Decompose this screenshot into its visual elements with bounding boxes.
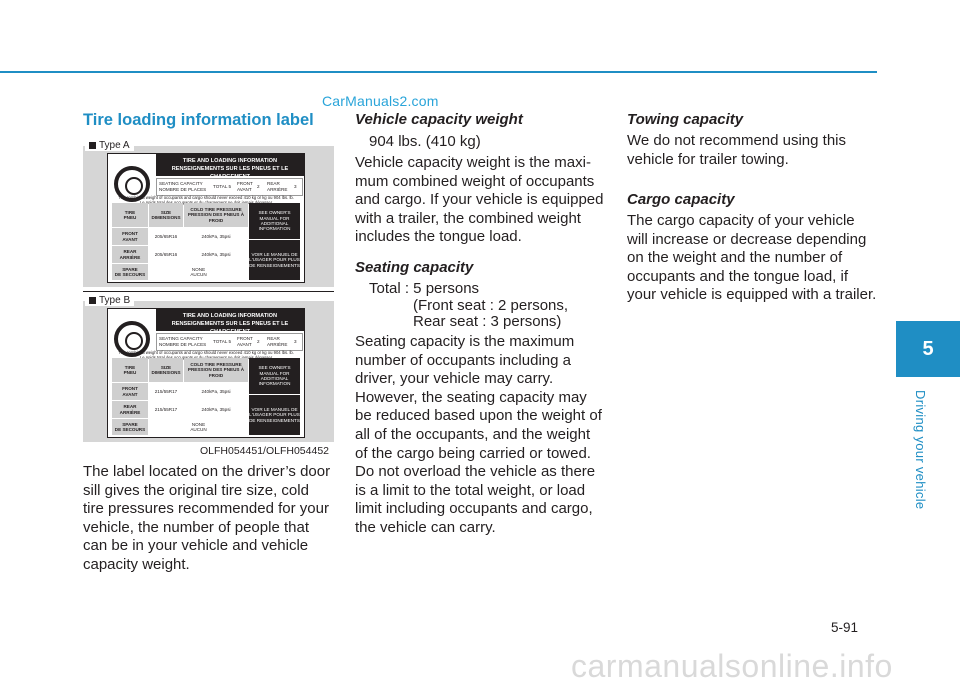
placard-title: TIRE AND LOADING INFORMATION RENSEIGNEMENTS SUR LES PNEUS ET LE CHARGEMENT xyxy=(156,154,304,176)
heading-cargo-capacity: Cargo capacity xyxy=(627,191,735,208)
seating-row: SEATING CAPACITY NOMBRE DE PLACES TOTAL 5 FRONT AVANT 2 REAR ARRIÈRE 3 xyxy=(156,333,303,351)
tire-placard-b xyxy=(107,308,305,438)
tire-label-figure-a xyxy=(83,140,334,287)
type-b-tag xyxy=(85,295,134,306)
type-a-label: Type A xyxy=(99,140,130,151)
chapter-title: Driving your vehicle xyxy=(913,390,928,510)
vehicle-capacity-text: Vehicle capacity weight is the maxi- mum combined weight of occupants and cargo. If your vehicle is equipped with a trailer, the combined weight includes the tongue load. xyxy=(355,154,604,246)
watermark-top[interactable]: CarManuals2.com xyxy=(322,93,439,109)
combined-weight-text: The combined weight of occupants and cargo should never exceed 410 kg or kg ou 904 lbs. lb. xyxy=(118,195,294,200)
cargo-capacity-text: The cargo capacity of your vehicle will increase or decrease depending on the weight and the number of occupants and the tongue load, if your vehicle is equipped with a trailer. xyxy=(627,212,877,304)
heading-towing-capacity: Towing capacity xyxy=(627,111,744,128)
type-b-label: Type B xyxy=(99,295,131,306)
tire-table: TIRE PNEU SIZE DIMENSIONS COLD TIRE PRESSURE PRESSION DES PNEUS À FROID SEE OWNER'S MANUAL FOR ADDITIONAL INFORMATION FRONT AVANT 215/55R17 240kPa, 35psi REAR ARRIÈRE 215/55R17 240kPa, 35psi VOIR LE MANUEL DE L'USAGER POUR PLUS DE RENSEIGNEMENTS SPARE DE SECOURS NONE AUCUN xyxy=(112,358,300,435)
square-bullet-icon xyxy=(89,142,96,149)
chapter-tab[interactable]: 5 xyxy=(896,321,960,377)
type-a-tag xyxy=(85,140,134,151)
section-heading-tire-label: Tire loading information label xyxy=(83,111,314,129)
heading-vehicle-capacity-weight: Vehicle capacity weight xyxy=(355,111,523,128)
vehicle-capacity-value: 904 lbs. (410 kg) xyxy=(369,133,481,150)
page-number: 5-91 xyxy=(831,620,859,635)
watermark-bottom[interactable]: carmanualsonline.info xyxy=(571,648,893,684)
figure-caption: OLFH054451/OLFH054452 xyxy=(200,445,329,457)
seating-rear: Rear seat : 3 persons) xyxy=(413,313,562,330)
figure-divider xyxy=(83,291,334,292)
towing-capacity-text: We do not recommend using this vehicle for trailer towing. xyxy=(627,132,847,168)
header-rule xyxy=(0,71,877,73)
tire-table: TIRE PNEU SIZE DIMENSIONS COLD TIRE PRESSURE PRESSION DES PNEUS À FROID SEE OWNER'S MANUAL FOR ADDITIONAL INFORMATION FRONT AVANT 205/65R16 240kPa, 35psi REAR ARRIÈRE 205/65R16 240kPa, 35psi VOIR LE MANUEL DE L'USAGER POUR PLUS DE RENSEIGNEMENTS SPARE DE SECOURS NONE AUCUN xyxy=(112,203,300,280)
tire-label-figure-b xyxy=(83,295,334,442)
seating-capacity-text: Seating capacity is the maximum number of occupants including a driver, your vehicle may carry. However, the seating capacity may be reduced based upon the weight of all of the occupants, and the weight of the cargo being carried or towed. Do not overload the vehicle as there is a limit to the total weight, or load limit including occupants and cargo, the vehicle can carry. xyxy=(355,333,602,536)
label-description: The label located on the driver’s door sill gives the original tire size, cold tire pressures recommended for your vehicle, the number of people that can be in your vehicle and vehicle capacity weight. xyxy=(83,463,331,573)
placard-title: TIRE AND LOADING INFORMATION RENSEIGNEMENTS SUR LES PNEUS ET LE CHARGEMENT xyxy=(156,309,304,331)
combined-weight-text: The combined weight of occupants and cargo should never exceed 410 kg or kg ou 904 lbs. lb. xyxy=(118,350,294,355)
seating-total: Total : 5 persons xyxy=(369,280,480,297)
heading-seating-capacity: Seating capacity xyxy=(355,259,474,276)
seating-front: (Front seat : 2 persons, xyxy=(413,297,569,314)
seating-row: SEATING CAPACITY NOMBRE DE PLACES TOTAL 5 FRONT AVANT 2 REAR ARRIÈRE 3 xyxy=(156,178,303,196)
square-bullet-icon xyxy=(89,297,96,304)
tire-placard-a xyxy=(107,153,305,283)
